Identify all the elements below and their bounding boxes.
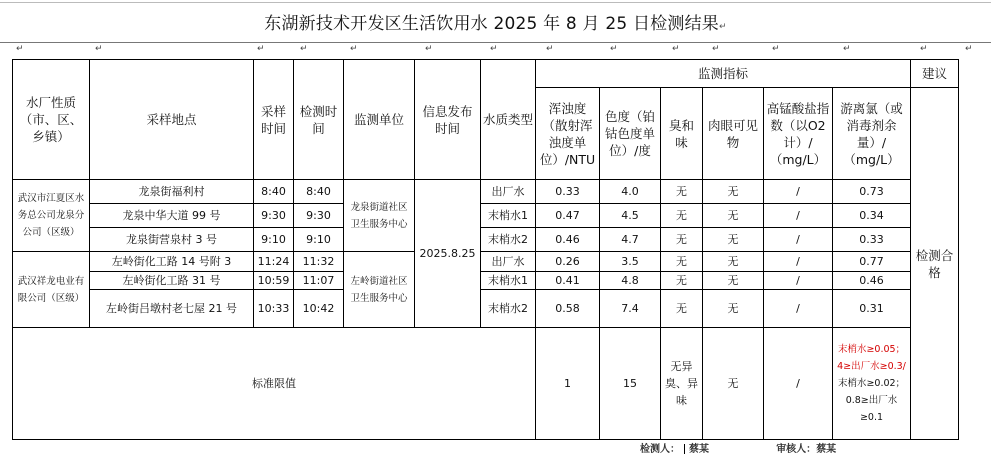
sample-time-cell: 11:24 bbox=[254, 252, 294, 272]
test-time-cell: 9:10 bbox=[294, 228, 344, 252]
signature-footer bbox=[640, 440, 900, 455]
odor-cell: 无 bbox=[661, 252, 703, 272]
sample-time-cell: 10:33 bbox=[254, 290, 294, 328]
reviewer-label: 审核人： bbox=[776, 444, 817, 455]
standard-turbidity: 1 bbox=[536, 328, 600, 440]
cod-cell: / bbox=[764, 228, 833, 252]
sample-time-cell: 9:30 bbox=[254, 204, 294, 228]
cod-cell: / bbox=[764, 272, 833, 290]
header-odor: 臭和味 bbox=[661, 88, 703, 180]
water-type-cell: 出厂水 bbox=[481, 180, 536, 204]
paragraph-mark: ↵ bbox=[95, 44, 103, 54]
plant-name: 武汉祥龙电业有限公司（区级） bbox=[13, 252, 90, 328]
turbidity-cell: 0.47 bbox=[536, 204, 600, 228]
paragraph-mark: ↵ bbox=[610, 44, 618, 54]
table-row bbox=[13, 252, 959, 272]
paragraph-mark: ↵ bbox=[843, 44, 851, 54]
turbidity-cell: 0.41 bbox=[536, 272, 600, 290]
table-row bbox=[13, 290, 959, 328]
standard-row bbox=[13, 328, 959, 440]
sample-time-cell: 10:59 bbox=[254, 272, 294, 290]
cod-cell: / bbox=[764, 290, 833, 328]
site-cell: 左岭街化工路 14 号附 3 bbox=[90, 252, 254, 272]
odor-cell: 无 bbox=[661, 290, 703, 328]
paragraph-mark: ↵ bbox=[920, 44, 928, 54]
paragraph-mark: ↵ bbox=[965, 44, 973, 54]
publish-date-cell: 2025.8.25 bbox=[415, 180, 481, 328]
water-type-cell: 末梢水1 bbox=[481, 272, 536, 290]
sample-time-cell: 9:10 bbox=[254, 228, 294, 252]
table-row bbox=[13, 180, 959, 204]
site-cell: 龙泉中华大道 99 号 bbox=[90, 204, 254, 228]
cod-cell: / bbox=[764, 252, 833, 272]
odor-cell: 无 bbox=[661, 204, 703, 228]
sample-time-cell: 8:40 bbox=[254, 180, 294, 204]
site-cell: 龙泉街营泉村 3 号 bbox=[90, 228, 254, 252]
unit-cell: 左岭街道社区卫生服务中心 bbox=[344, 252, 415, 328]
visible-cell: 无 bbox=[703, 204, 764, 228]
standard-color: 15 bbox=[600, 328, 661, 440]
paragraph-mark: ↵ bbox=[350, 44, 358, 54]
paragraph-mark: ↵ bbox=[16, 44, 24, 54]
chlorine-cell: 0.73 bbox=[833, 180, 911, 204]
visible-cell: 无 bbox=[703, 180, 764, 204]
header-publish-time: 信息发布时间 bbox=[415, 60, 481, 180]
test-time-cell: 8:40 bbox=[294, 180, 344, 204]
chlorine-limit-red: 末梢水≥0.05；4≥出厂水≥0.3/ bbox=[837, 344, 906, 372]
standard-cod: / bbox=[764, 328, 833, 440]
standard-odor: 无异臭、异味 bbox=[661, 328, 703, 440]
chlorine-cell: 0.33 bbox=[833, 228, 911, 252]
color-cell: 4.5 bbox=[600, 204, 661, 228]
chlorine-limit-black: 末梢水≥0.02；0.8≥出厂水≥0.1 bbox=[837, 378, 906, 423]
header-suggestion: 建议 bbox=[911, 60, 959, 88]
header-visible: 肉眼可见物 bbox=[703, 88, 764, 180]
turbidity-cell: 0.26 bbox=[536, 252, 600, 272]
visible-cell: 无 bbox=[703, 272, 764, 290]
header-indicators-group: 监测指标 bbox=[536, 60, 911, 88]
header-test-time: 检测时间 bbox=[294, 60, 344, 180]
paragraph-mark: ↵ bbox=[712, 44, 720, 54]
color-cell: 7.4 bbox=[600, 290, 661, 328]
suggestion-value: 检测合格 bbox=[911, 88, 959, 440]
site-cell: 左岭街化工路 31 号 bbox=[90, 272, 254, 290]
paragraph-mark: ↵ bbox=[490, 44, 498, 54]
unit-cell: 龙泉街道社区卫生服务中心 bbox=[344, 180, 415, 252]
water-type-cell: 末梢水2 bbox=[481, 290, 536, 328]
standard-chlorine bbox=[833, 328, 911, 440]
test-time-cell: 11:32 bbox=[294, 252, 344, 272]
chlorine-cell: 0.46 bbox=[833, 272, 911, 290]
paragraph-mark-row bbox=[0, 44, 991, 58]
site-cell: 龙泉街福利村 bbox=[90, 180, 254, 204]
document-title-bar bbox=[0, 0, 991, 42]
header-plant-type: 水厂性质（市、区、乡镇） bbox=[13, 60, 90, 180]
standard-visible: 无 bbox=[703, 328, 764, 440]
turbidity-cell: 0.33 bbox=[536, 180, 600, 204]
color-cell: 4.8 bbox=[600, 272, 661, 290]
table-row bbox=[13, 228, 959, 252]
plant-name: 武汉市江夏区水务总公司龙泉分公司（区级） bbox=[13, 180, 90, 252]
results-table bbox=[12, 59, 959, 440]
title-top-rule bbox=[0, 2, 991, 3]
color-cell: 4.0 bbox=[600, 180, 661, 204]
checker-label: 检测人： bbox=[640, 444, 680, 455]
test-time-cell: 9:30 bbox=[294, 204, 344, 228]
cod-cell: / bbox=[764, 204, 833, 228]
reviewer-name: 蔡某 bbox=[816, 444, 837, 455]
header-row-1 bbox=[13, 60, 959, 88]
table-row bbox=[13, 204, 959, 228]
header-unit: 监测单位 bbox=[344, 60, 415, 180]
paragraph-mark: ↵ bbox=[772, 44, 780, 54]
visible-cell: 无 bbox=[703, 290, 764, 328]
paragraph-mark: ↵ bbox=[257, 44, 265, 54]
header-color: 色度（铂钴色度单位）/度 bbox=[600, 88, 661, 180]
turbidity-cell: 0.58 bbox=[536, 290, 600, 328]
test-time-cell: 11:07 bbox=[294, 272, 344, 290]
site-cell: 左岭街吕墩村老七屋 21 号 bbox=[90, 290, 254, 328]
header-sample-time: 采样时间 bbox=[254, 60, 294, 180]
table-row bbox=[13, 272, 959, 290]
chlorine-cell: 0.34 bbox=[833, 204, 911, 228]
paragraph-mark: ↵ bbox=[300, 44, 308, 54]
odor-cell: 无 bbox=[661, 272, 703, 290]
checker-name: 蔡某 bbox=[689, 444, 709, 455]
header-water-type: 水质类型 bbox=[481, 60, 536, 180]
cod-cell: / bbox=[764, 180, 833, 204]
chlorine-cell: 0.77 bbox=[833, 252, 911, 272]
test-time-cell: 10:42 bbox=[294, 290, 344, 328]
water-type-cell: 出厂水 bbox=[481, 252, 536, 272]
color-cell: 3.5 bbox=[600, 252, 661, 272]
visible-cell: 无 bbox=[703, 252, 764, 272]
odor-cell: 无 bbox=[661, 228, 703, 252]
document-title: 东湖新技术开发区生活饮用水 2025 年 8 月 25 日检测结果↵ bbox=[264, 14, 727, 34]
turbidity-cell: 0.46 bbox=[536, 228, 600, 252]
header-chlorine: 游离氯（或消毒剂余量）/（mg/L） bbox=[833, 88, 911, 180]
header-turbidity: 浑浊度（散射浑浊度单位）/NTU bbox=[536, 88, 600, 180]
chlorine-cell: 0.31 bbox=[833, 290, 911, 328]
paragraph-mark: ↵ bbox=[546, 44, 554, 54]
water-type-cell: 末梢水1 bbox=[481, 204, 536, 228]
odor-cell: 无 bbox=[661, 180, 703, 204]
water-type-cell: 末梢水2 bbox=[481, 228, 536, 252]
standard-label: 标准限值 bbox=[13, 328, 536, 440]
header-cod: 高锰酸盐指数（以O2计）/（mg/L） bbox=[764, 88, 833, 180]
title-bottom-rule bbox=[0, 42, 991, 43]
visible-cell: 无 bbox=[703, 228, 764, 252]
paragraph-mark: ↵ bbox=[425, 44, 433, 54]
color-cell: 4.7 bbox=[600, 228, 661, 252]
header-site: 采样地点 bbox=[90, 60, 254, 180]
paragraph-mark: ↵ bbox=[672, 44, 680, 54]
